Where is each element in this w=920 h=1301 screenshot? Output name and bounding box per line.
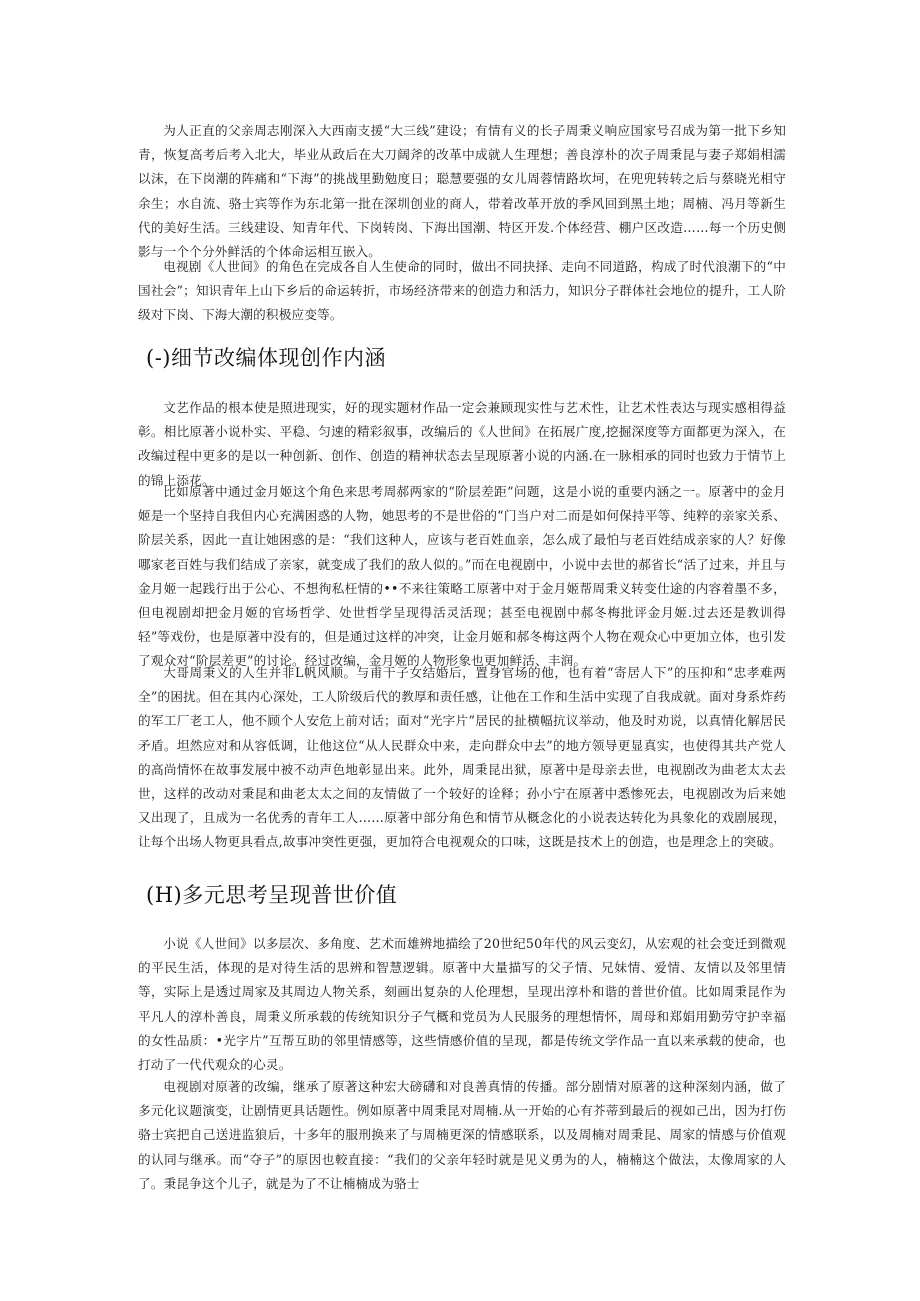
paragraph-china-society: 电视剧《人世间》的角色在完成各自人生使命的同时，做出不同抉择、走向不同道路，构成了时代浪潮下的“中国社会”；知识青年上山下乡后的命运转折，市场经济带来的创造力和活力，知识分子群体社会地位的提升，工人阶级对下岗、下海大潮的积极应变等。 (138, 259, 786, 323)
paragraph-jin-yueji: 比如原著中通过金月姬这个角色来思考周郝两家的“阶层差距”问题，这是小说的重要内涵之一。原著中的金月姬是一个坚持自我但内心充满困惑的人物，她思考的不是世俗的“门当户对二而是如何保持平等、纯粹的亲家关系、阶层关系，因此一直让她困惑的是：“我们这种人，应该与老百姓血亲，怎么成了最怕与老百姓结成亲家的人？好像哪家老百姓与我们结成了亲家，就变成了我们的敌人似的。”而在电视剧中，小说中去世的郝省长“活了过来，并且与金月姬一起践行出于公心、不想徇私枉情的••不来往策略工原著中对于金月姬帮周秉义转变仕途的内容着墨不多，但电视剧却把金月姬的官场哲学、处世哲学呈现得活灵活现；甚至电视剧中郝冬梅批评金月姬.过去还是教训得轻”等戏份，也是原著中没有的，但是通过这样的冲突，让金月姬和郝冬梅这两个人物在观众心中更加立体，也引发了观众对“阶层差更”的讨论。经过改编，金月姬的人物形象也更加鲜活、丰润。 (138, 484, 786, 669)
paragraph-family-stories: 为人正直的父亲周志刚深入大西南支援“大三线”建设；有情有义的长子周秉义响应国家号召成为第一批下乡知青，恢复高考后考入北大，毕业从政后在大刀阔斧的改革中成就人生理想；善良淳朴的次子周秉昆与妻子郑娟相濡以沫，在下岗潮的阵痛和“下海”的挑战里勤勉度日；聪慧要强的女儿周蓉情路坎坷，在兜兜转转之后与蔡晓光相守余生；水自流、骆士宾等作为东北第一批在深圳创业的商人，带着改革开放的季风回到黑土地；周楠、冯月等新生代的美好生活。三线建设、知青年代、下岗转岗、下海出国潮、特区开发.个体经营、棚户区改造……每一个历史侧影与一个个分外鲜活的个体命运相互嵌入。 (138, 123, 786, 260)
section-heading-universal-values: (H)多元思考呈现普世价值 (146, 883, 398, 907)
paragraph-tv-adaptation: 电视剧对原著的改编，继承了原著这种宏大磅礴和对良善真情的传播。部分剧情对原著的这种深刻内涵，做了多元化议题演变，让剧情更具话题性。例如原著中周秉昆对周楠.从一开始的心有芥蒂到最后的视如己出，因为打伤骆士宾把自己送进监狼后，十多年的服刑换来了与周楠更深的情感联系，以及周楠对周秉昆、周家的情感与价值观的认同与继承。而“夺子”的原因也較直接：“我们的父亲年轻时就是见义勇为的人，楠楠这个做法，太像周家的人了。秉昆争这个儿子，就是为了不让楠楠成为骆士 (138, 1079, 786, 1191)
paragraph-novel-values: 小说《人世间》以多层次、多角度、艺术而雄辨地描绘了20世纪50年代的风云变幻，从宏观的社会变迁到微观的平民生活，体现的是对待生活的思辨和智慧逻辑。原著中大量描写的父子情、兄妹情、爱情、友情以及邻里情等，实际上是透过周家及其周边人物关系，刻画出复杂的人伦理想，呈现出淳朴和谐的普世价值。比如周秉昆作为平凡人的淳朴善良，周秉义所承载的传统知识分子气概和党员为人民服务的理想情怀，周母和郑娟用勤劳守护幸福的女性品质：•光字片”互帮互助的邻里情感等，这些情感价值的呈现，都是传统文学作品一直以来承载的使命，也打动了一代代观众的心灵。 (138, 936, 786, 1073)
paragraph-art-reality: 文艺作品的根本使是照进现实，好的现实题材作品一定会兼顾现实性与艺术性，让艺术性表达与现实感相得益彰。相比原著小说朴实、平稳、匀速的精彩叙事，改编后的《人世间》在拓展广度,挖掘深度等方面都更为深入，在改编过程中更多的是以一种创新、创作、创造的精神状态去呈现原著小说的内涵.在一脉相承的同时也致力于情节上的锦上添花。 (138, 400, 786, 488)
section-heading-detail-adaptation: (-)细节改编体现创作内涵 (146, 346, 386, 370)
paragraph-zhou-bingyi: 大哥周秉义的人生并非L帆风顺。与甫干子女结婚后，置身官场的他，也有着“寄居人下”的压抑和“忠孝难两全”的困扰。但在其内心深处，工人阶级后代的教厚和责任感，让他在工作和生活中实现了自我成就。面对身系炸药的军工厂老工人，他不顾个人安危上前对话；面对“光字片”居民的扯横幅抗议举动，他及时劝说，以真情化解居民矛盾。坦然应对和从容低调，让他这位“从人民群众中来，走向群众中去”的地方领导更显真实，也使得其共产党人的高尚情怀在故事发展中被不动声色地彰显出来。此外，周秉昆出狱，原著中是母亲去世，电视剧改为曲老太太去世，这样的改动对秉昆和曲老太太之间的友情做了一个较好的诠释；孙小宁在原著中悉惨死去，电视剧改为后来她又出现了，且成为一名优秀的青年工人……原著中部分角色和情节从概念化的小说表达转化为具象化的戏剧展现，让每个出场人物更具看点,故事冲突性更强，更加符合电视观众的口味，这既是技术上的创造，也是理念上的突破。 (138, 665, 786, 850)
